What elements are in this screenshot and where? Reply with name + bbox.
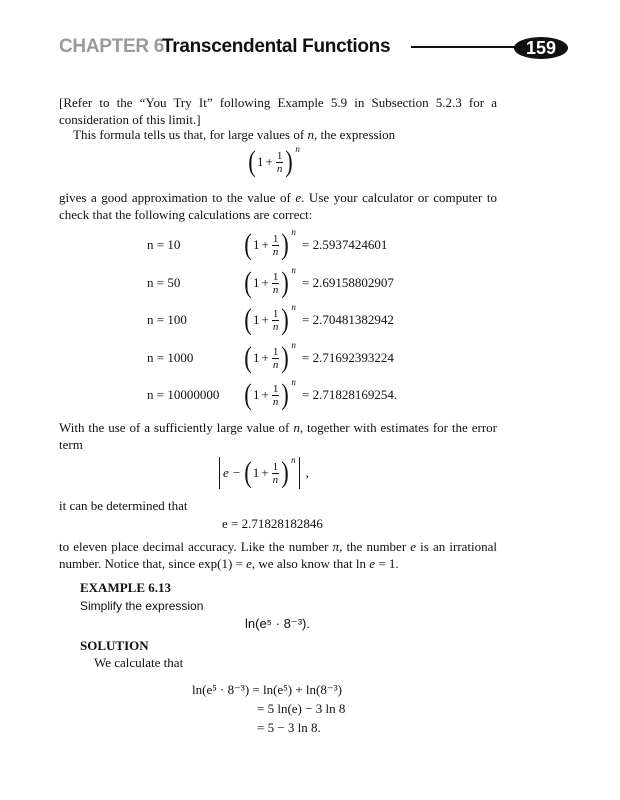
paragraph-approx: gives a good approximation to the value of e. Use your calculator or computer to check that the following calculations are correct: bbox=[59, 190, 497, 222]
page-number: 159 bbox=[514, 37, 568, 59]
example-prompt: Simplify the expression bbox=[80, 599, 204, 613]
error-expression: e − ( 1 + $\frac{1}{n}$ ) n , bbox=[216, 456, 309, 490]
solution-line-3: = 5 − 3 ln 8. bbox=[257, 720, 321, 735]
expression-display: ( 1 + $\frac{1}{n}$ ) n bbox=[248, 144, 300, 178]
chapter-label: CHAPTER 6 bbox=[59, 36, 164, 57]
paragraph-irrational: to eleven place decimal accuracy. Like the number π, the number e is an irrational number. Notice that, since exp(1) = e, we also know that ln e = 1. bbox=[59, 539, 498, 571]
calc-row: n = 100 ( 1 + $\frac{1}{n}$ ) n = 2.70481382942 bbox=[147, 302, 394, 336]
example-heading: EXAMPLE 6.13 bbox=[80, 580, 171, 595]
header-rule bbox=[411, 46, 529, 48]
row-value: = 2.71828169254. bbox=[302, 387, 398, 402]
e-value-display: e = 2.71828182846 bbox=[222, 516, 323, 531]
paragraph-error-term: With the use of a sufficiently large value of n, together with estimates for the error term bbox=[59, 420, 497, 452]
row-n-label: n = 10 bbox=[147, 237, 181, 252]
solution-line-2: = 5 ln(e) − 3 ln 8 bbox=[257, 701, 346, 716]
solution-heading: SOLUTION bbox=[80, 638, 149, 653]
page-header bbox=[59, 34, 569, 62]
calc-row: n = 1000 ( 1 + $\frac{1}{n}$ ) n = 2.71692393224 bbox=[147, 340, 394, 374]
calc-row: n = 10000000 ( 1 + $\frac{1}{n}$ ) n = 2.71828169254. bbox=[147, 377, 398, 411]
row-value: = 2.69158802907 bbox=[302, 275, 394, 290]
row-n-label: n = 50 bbox=[147, 275, 181, 290]
row-value: = 2.5937424601 bbox=[302, 237, 388, 252]
paragraph-determined: it can be determined that bbox=[59, 498, 188, 513]
chapter-title: Transcendental Functions bbox=[162, 36, 391, 57]
row-n-label: n = 100 bbox=[147, 312, 187, 327]
calc-row: n = 50 ( 1 + $\frac{1}{n}$ ) n = 2.69158802907 bbox=[147, 265, 394, 299]
row-value: = 2.71692393224 bbox=[302, 350, 394, 365]
row-value: = 2.70481382942 bbox=[302, 312, 394, 327]
example-expression: ln(e⁵ · 8⁻³). bbox=[245, 616, 310, 631]
calc-row: n = 10 ( 1 + $\frac{1}{n}$ ) n = 2.5937424601 bbox=[147, 227, 388, 261]
row-n-label: n = 1000 bbox=[147, 350, 194, 365]
solution-line-1: ln(e⁵ · 8⁻³) = ln(e⁵) + ln(8⁻³) bbox=[192, 682, 342, 697]
solution-intro: We calculate that bbox=[94, 655, 184, 670]
paragraph-formula: This formula tells us that, for large values of n, the expression bbox=[73, 127, 396, 142]
paragraph-refer: [Refer to the “You Try It” following Example 5.9 in Subsection 5.2.3 for a consideration of this limit.] bbox=[59, 95, 497, 127]
row-n-label: n = 10000000 bbox=[147, 387, 220, 402]
